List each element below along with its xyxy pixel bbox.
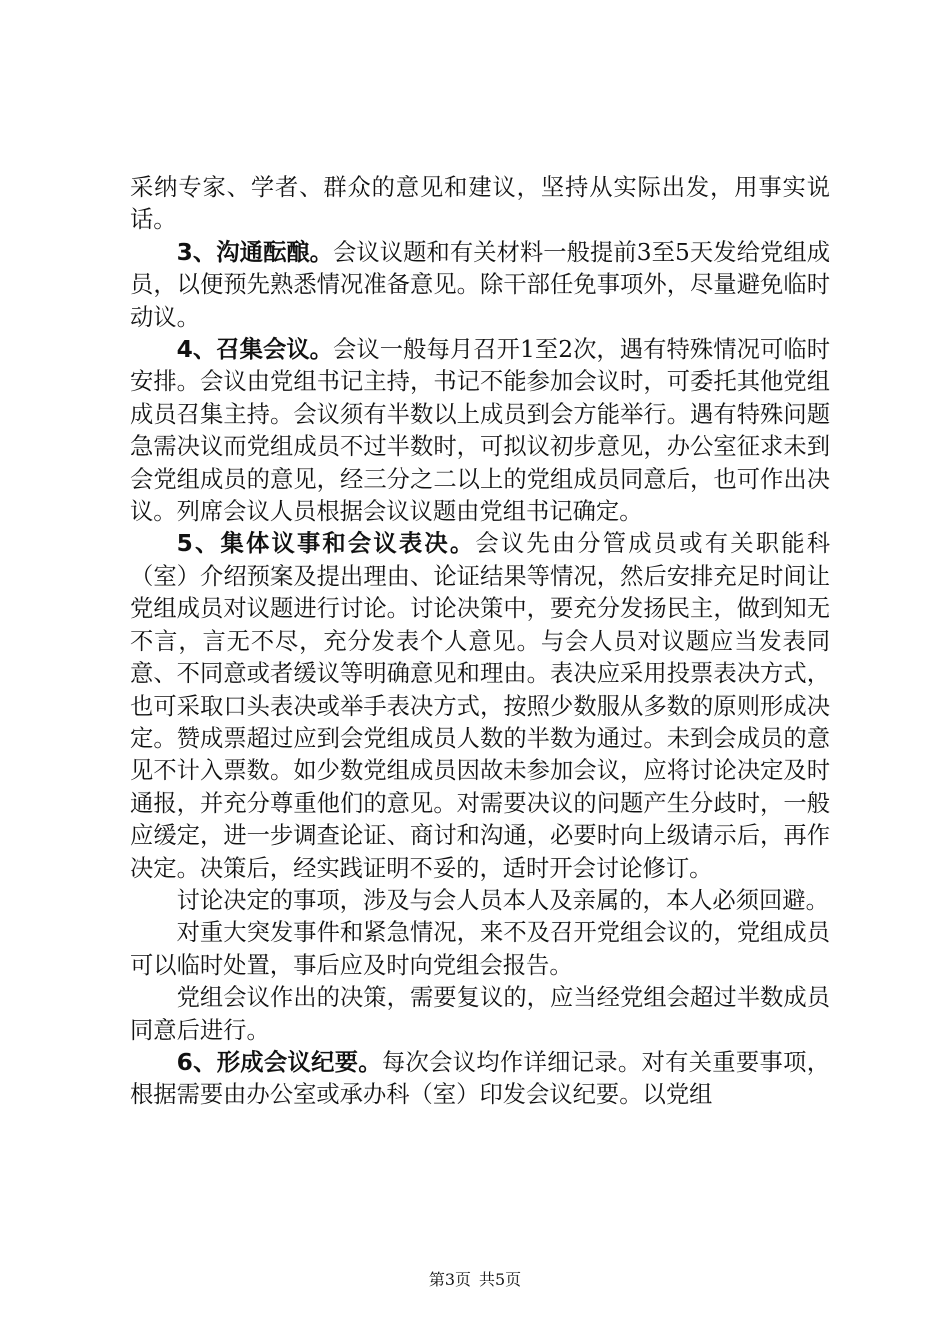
paragraph-6 [130, 917, 830, 982]
section-heading-4: 4、召集会议。 [176, 336, 334, 364]
paragraph-1 [130, 172, 830, 237]
page-footer [0, 1270, 950, 1290]
section-heading-6: 6、形成会议纪要。 [176, 1048, 382, 1076]
paragraph-4 [130, 528, 830, 884]
section-heading-3: 3、沟通酝酿。 [176, 238, 334, 266]
paragraph-5-text: 讨论决定的事项，涉及与会人员本人及亲属的，本人必须回避。 [176, 886, 829, 914]
paragraph-7 [130, 982, 830, 1047]
page-total: 共5页 [479, 1270, 522, 1289]
paragraph-6-text: 对重大突发事件和紧急情况，来不及召开党组会议的，党组成员可以临时处置，事后应及时向党组会报告。 [130, 919, 830, 979]
paragraph-1-text: 采纳专家、学者、群众的意见和建议，坚持从实际出发，用事实说话。 [130, 174, 830, 234]
section-heading-5: 5、集体议事和会议表决。 [176, 530, 476, 558]
paragraph-8-text: 每次会议均作详细记录。对有关重要事项，根据需要由办公室或承办科（室）印发会议纪要。以党组 [130, 1048, 830, 1109]
paragraph-7-text: 党组会议作出的决策，需要复议的，应当经党组会超过半数成员同意后进行。 [130, 984, 830, 1044]
paragraph-4-text: 会议先由分管成员或有关职能科（室）介绍预案及提出理由、论证结果等情况，然后安排充足时间让党组成员对议题进行讨论。讨论决策中，要充分发扬民主，做到知无不言，言无不尽，充分发表个人意见。与会人员对议题应当发表同意、不同意或者缓议等明确意见和理由。表决应采用投票表决方式，也可采取口头表决或举手表决方式，按照少数服从多数的原则形成决定。赞成票超过应到会党组成员人数的半数为通过。未到会成员的意见不计入票数。如少数党组成员因故未参加会议，应将讨论决定及时通报，并充分尊重他们的意见。对需要决议的问题产生分歧时，一般应缓定，进一步调查论证、商讨和沟通，必要时向上级请示后，再作决定。决策后，经实践证明不妥的，适时开会讨论修订。 [130, 530, 830, 882]
paragraph-3-text: 会议一般每月召开1至2次，遇有特殊情况可临时安排。会议由党组书记主持，书记不能参加会议时，可委托其他党组成员召集主持。会议须有半数以上成员到会方能举行。遇有特殊问题急需决议而党组成员不过半数时，可拟议初步意见，办公室征求未到会党组成员的意见，经三分之二以上的党组成员同意后，也可作出决议。列席会议人员根据会议议题由党组书记确定。 [130, 336, 830, 526]
paragraph-8 [130, 1047, 830, 1112]
paragraph-2 [130, 237, 830, 334]
paragraph-3 [130, 334, 830, 528]
document-body [130, 172, 830, 1112]
paragraph-2-text: 会议议题和有关材料一般提前3至5天发给党组成员，以便预先熟悉情况准备意见。除干部任免事项外，尽量避免临时动议。 [130, 238, 830, 331]
page-number: 第3页 [428, 1270, 471, 1289]
paragraph-5 [130, 885, 830, 917]
